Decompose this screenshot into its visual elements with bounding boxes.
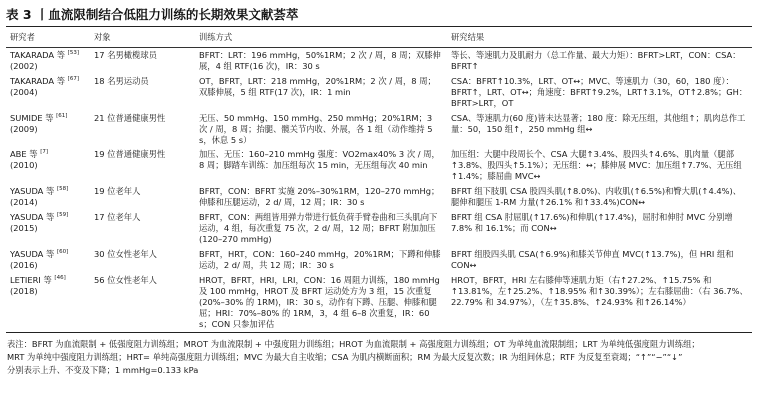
cell-method: OT，BFRT，LRT：218 mmHg，20%1RM；2 次 / 周，8 周；双膝伸展，5 组 RTF(17 次)，IR：1 min bbox=[199, 75, 436, 97]
cell-subject: 56 位女性老年人 bbox=[90, 273, 195, 332]
reference-number: [67] bbox=[67, 76, 79, 83]
cell-subject: 19 位普通健康男性 bbox=[94, 149, 166, 160]
reference-number: [60] bbox=[56, 249, 69, 256]
header-result: 研究结果 bbox=[447, 27, 752, 47]
reference-number: [7] bbox=[40, 149, 48, 156]
table-footnote bbox=[6, 338, 752, 377]
author-name: YASUDA 等 bbox=[10, 248, 55, 259]
cell-method: HROT，BFRT，HRI，LRI，CON：16 周阻力训练，180 mmHg 及 100 mmHg，HROT 及 BFRT 运动处方为 3 组，15 次重复(20%–30% 的 1RM)，IR：30 s，动作有下蹲、压腿、伸膝和腿屈；HRI：70%–80% 的 1RM，3，4 组 6–8 次重复，IR：60 s；CON 只参加评估 bbox=[195, 273, 447, 332]
pub-year: (2010) bbox=[10, 160, 38, 171]
reference-number: [59] bbox=[56, 212, 69, 219]
cell-result: HROT，BFRT，HRI 左右膝伸等速肌力矩（右↑27.2%、↑15.75% 和↑13.81%，左↑25.2%、↑18.95% 和↑30.39%）；左右膝屈曲：（右 36.7%、22.79% 和 34.97%），（左↑35.8%、↑24.93% 和↑26.14%） bbox=[447, 273, 752, 332]
header-author: 研究者 bbox=[6, 27, 90, 47]
reference-number: [46] bbox=[54, 275, 66, 282]
table-row bbox=[6, 273, 752, 332]
pub-year: (2016) bbox=[10, 259, 38, 270]
cell-result: 加压组：大腿中段周长个、CSA 大腿↑3.4%、股四头↑4.6%、肌肉量（腿部↑3.8%、股四头↑5.1%）；无压组：↔；膝伸展 MVC：加压组↑7.7%、无压组↑1.4%；膝屈曲 MVC↔ bbox=[451, 149, 742, 182]
cell-result: CSA：BFRT↑10.3%，LRT、OT↔；MVC、等速肌力（30，60，180 度）：BFRT↑，LRT、OT↔；角速度：BFRT↑9.2%，LRT↑3.1%，OT↑2.8%；GH：BFRT>LRT，OT bbox=[451, 75, 748, 108]
pub-year: (2004) bbox=[10, 86, 38, 97]
footnote-line: MRT 为单纯中强度阻力训练组；HRT= 单纯高强度阻力训练组；MVC 为最大自主收缩；CSA 为肌内横断面积；RM 为最大反复次数；IR 为组间休息；RTF 为反复至衰竭；“↑”“−”“↓” bbox=[7, 351, 683, 362]
table-row bbox=[6, 247, 752, 273]
literature-table bbox=[6, 27, 752, 333]
header-subject: 对象 bbox=[90, 27, 195, 47]
author-name: TAKARADA 等 bbox=[10, 75, 66, 86]
cell-author bbox=[6, 47, 90, 73]
cell-subject: 30 位女性老年人 bbox=[94, 248, 157, 259]
table-row bbox=[6, 184, 752, 210]
cell-author bbox=[6, 210, 90, 247]
cell-result: BFRT 组股四头肌 CSA(↑6.9%)和膝关节伸直 MVC(↑13.7%)，但 HRI 组和 CON↔ bbox=[451, 248, 734, 270]
cell-method: BFRT，CON：两组皆用弹力带进行低负荷手臂卷曲和三头肌向下运动，4 组，每次重复 75 次，2 d/ 周，12 周；BFRT 附加加压(120–270 mmHg) bbox=[199, 212, 438, 244]
pub-year: (2009) bbox=[10, 123, 38, 134]
cell-author bbox=[6, 111, 90, 148]
footnote-line: 表注：BFRT 为血流限制 + 低强度阻力训练组；MROT 为血流限制 + 中强度阻力训练组；HROT 为血流限制 + 高强度阻力训练组；OT 为单纯血流限制组；LRT 为单纯低强度阻力训练组； bbox=[7, 338, 700, 349]
author-name: YASUDA 等 bbox=[10, 212, 55, 223]
header-method: 训练方式 bbox=[195, 27, 447, 47]
reference-number: [53] bbox=[67, 50, 79, 57]
cell-subject: 18 名男运动员 bbox=[94, 75, 149, 86]
table-row bbox=[6, 74, 752, 111]
cell-result: 等长、等速肌力及肌耐力（总工作量、最大力矩）：BFRT>LRT，CON：CSA：BFRT↑ bbox=[451, 49, 741, 71]
cell-result: CSA、等速肌力(60 度)皆未达显著；180 度：除无压组，其他组↑；肌肉总作工量：50，150 组↑，250 mmHg 组↔ bbox=[451, 112, 746, 134]
pub-year: (2002) bbox=[10, 60, 38, 71]
cell-method: BFRT，HRT，CON：160–240 mmHg，20%1RM；下蹲和伸膝运动，2 d/ 周，共 12 周；IR：30 s bbox=[199, 248, 441, 270]
author-name: LETIERI 等 bbox=[10, 274, 52, 285]
cell-method: BFRT，CON：BFRT 实施 20%–30%1RM，120–270 mmHg；伸膝和压腿运动，2 d/ 周，12 周；IR：30 s bbox=[199, 186, 440, 208]
cell-subject: 19 位老年人 bbox=[94, 186, 141, 197]
table-row bbox=[6, 147, 752, 184]
table-caption: 表 3 丨血流限制结合低阻力训练的长期效果文献荟萃 bbox=[6, 4, 752, 27]
cell-subject: 21 位普通健康男性 bbox=[94, 112, 166, 123]
cell-author bbox=[6, 147, 90, 184]
footnote-line: 分别表示上升、不变及下降；1 mmHg=0.133 kPa bbox=[7, 364, 199, 375]
author-name: ABE 等 bbox=[10, 149, 38, 160]
cell-author bbox=[6, 247, 90, 273]
reference-number: [61] bbox=[56, 112, 68, 119]
author-name: YASUDA 等 bbox=[10, 186, 55, 197]
cell-method: 加压、无压：160–210 mmHg 强度：VO2max40% 3 次 / 周，8 周；脚踏车训练：加压组每次 15 min，无压组每次 40 min bbox=[199, 149, 440, 171]
pub-year: (2014) bbox=[10, 197, 38, 208]
pub-year: (2015) bbox=[10, 223, 38, 234]
table-row bbox=[6, 111, 752, 148]
cell-result: BFRT 组下肢肌 CSA 股四头肌(↑8.0%)、内收肌(↑6.5%)和臀大肌(↑4.4%)、腿伸和腿压 1-RM 力量(↑26.1% 和↑33.4%)CON↔ bbox=[451, 186, 742, 208]
cell-method: 无压、50 mmHg、150 mmHg、250 mmHg；20%1RM；3 次 / 周，8 周；抬腿、髋关节内收、外展，各 1 组（动作维持 5 s，休息 5 s） bbox=[199, 112, 433, 145]
author-name: SUMIDE 等 bbox=[10, 112, 54, 123]
reference-number: [58] bbox=[56, 186, 69, 193]
cell-method: BFRT：LRT：196 mmHg，50%1RM；2 次 / 周，8 周；双膝伸展，4 组 RTF(16 次)，IR：30 s bbox=[199, 49, 441, 71]
cell-result: BFRT 组 CSA 肘屈肌(↑17.6%)和伸肌(↑17.4%)，屈肘和伸肘 MVC 分别增 7.8% 和 16.1%；而 CON↔ bbox=[451, 212, 733, 234]
pub-year: (2018) bbox=[10, 285, 38, 296]
cell-subject: 17 名男橄榄球员 bbox=[94, 49, 157, 60]
cell-subject: 17 位老年人 bbox=[94, 212, 141, 223]
cell-author bbox=[6, 184, 90, 210]
cell-author bbox=[6, 273, 90, 332]
table-header-row bbox=[6, 27, 752, 47]
table-row bbox=[6, 47, 752, 73]
cell-author bbox=[6, 74, 90, 111]
table-row bbox=[6, 210, 752, 247]
author-name: TAKARADA 等 bbox=[10, 49, 66, 60]
